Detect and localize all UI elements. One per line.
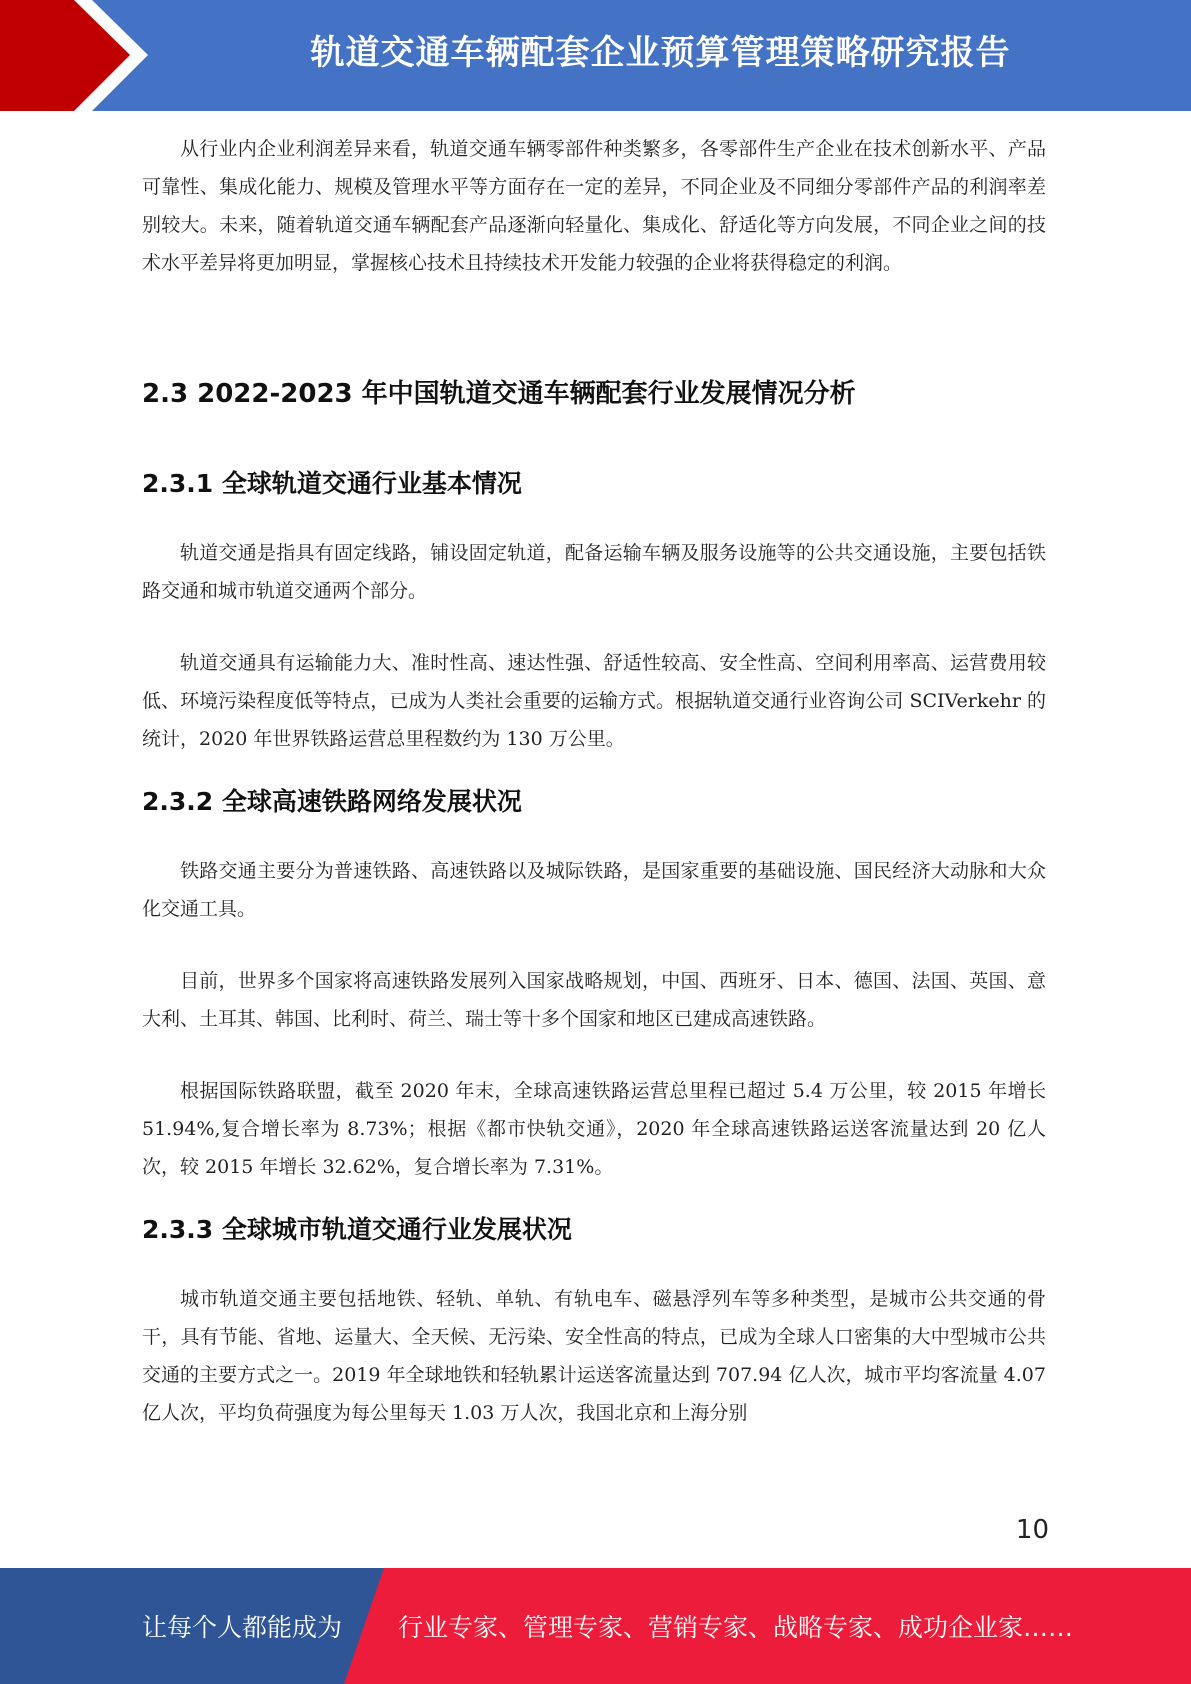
page-header — [0, 0, 1191, 111]
paragraph-urban-rail: 城市轨道交通主要包括地铁、轻轨、单轨、有轨电车、磁悬浮列车等多种类型，是城市公共交通的骨干，具有节能、省地、运量大、全天候、无污染、安全性高的特点，已成为全球人口密集的大中型城市公共交通的主要方式之一。2019 年全球地铁和轻轨累计运送客流量达到 707.94 亿人次，城市平均客流量 4.07 亿人次，平均负荷强度为每公里每天 1.03 万人次，我国北京和上海分别 — [142, 1288, 1046, 1424]
footer-slogan-left: 让每个人都能成为 — [142, 1613, 343, 1642]
section-heading-2-3: 2.3 2022-2023 年中国轨道交通车辆配套行业发展情况分析 — [142, 379, 856, 409]
section-heading-2-3-1: 2.3.1 全球轨道交通行业基本情况 — [142, 469, 522, 498]
page-number: 10 — [1015, 1515, 1049, 1545]
paragraph-rail-features: 轨道交通具有运输能力大、准时性高、速达性强、舒适性较高、安全性高、空间利用率高、运营费用较低、环境污染程度低等特点，已成为人类社会重要的运输方式。根据轨道交通行业咨询公司 SCIVerkehr 的统计，2020 年世界铁路运营总里程数约为 130 万公里。 — [142, 652, 1046, 750]
report-title: 轨道交通车辆配套企业预算管理策略研究报告 — [310, 33, 1011, 73]
footer-slogan-right: 行业专家、管理专家、营销专家、战略专家、成功企业家…… — [398, 1613, 1074, 1642]
section-heading-2-3-3: 2.3.3 全球城市轨道交通行业发展状况 — [142, 1215, 572, 1244]
paragraph-railway-types: 铁路交通主要分为普速铁路、高速铁路以及城际铁路，是国家重要的基础设施、国民经济大动脉和大众化交通工具。 — [142, 860, 1046, 920]
section-heading-2-3-2: 2.3.2 全球高速铁路网络发展状况 — [142, 787, 522, 816]
paragraph-profit-difference: 从行业内企业利润差异来看，轨道交通车辆零部件种类繁多，各零部件生产企业在技术创新水平、产品可靠性、集成化能力、规模及管理水平等方面存在一定的差异，不同企业及不同细分零部件产品的利润率差别较大。未来，随着轨道交通车辆配套产品逐渐向轻量化、集成化、舒适化等方向发展，不同企业之间的技术水平差异将更加明显，掌握核心技术且持续技术开发能力较强的企业将获得稳定的利润。 — [142, 138, 1046, 274]
paragraph-hsr-countries: 目前，世界多个国家将高速铁路发展列入国家战略规划，中国、西班牙、日本、德国、法国、英国、意大利、土耳其、韩国、比利时、荷兰、瑞士等十多个国家和地区已建成高速铁路。 — [142, 970, 1046, 1030]
page-footer — [0, 1568, 1191, 1684]
paragraph-hsr-statistics: 根据国际铁路联盟，截至 2020 年末，全球高速铁路运营总里程已超过 5.4 万公里，较 2015 年增长 51.94%,复合增长率为 8.73%；根据《都市快轨交通》，2020 年全球高速铁路运送客流量达到 20 亿人次，较 2015 年增长 32.62%，复合增长率为 7.31%。 — [142, 1080, 1046, 1178]
paragraph-rail-definition: 轨道交通是指具有固定线路，铺设固定轨道，配备运输车辆及服务设施等的公共交通设施，主要包括铁路交通和城市轨道交通两个部分。 — [142, 542, 1046, 602]
page-content — [142, 130, 1046, 1432]
